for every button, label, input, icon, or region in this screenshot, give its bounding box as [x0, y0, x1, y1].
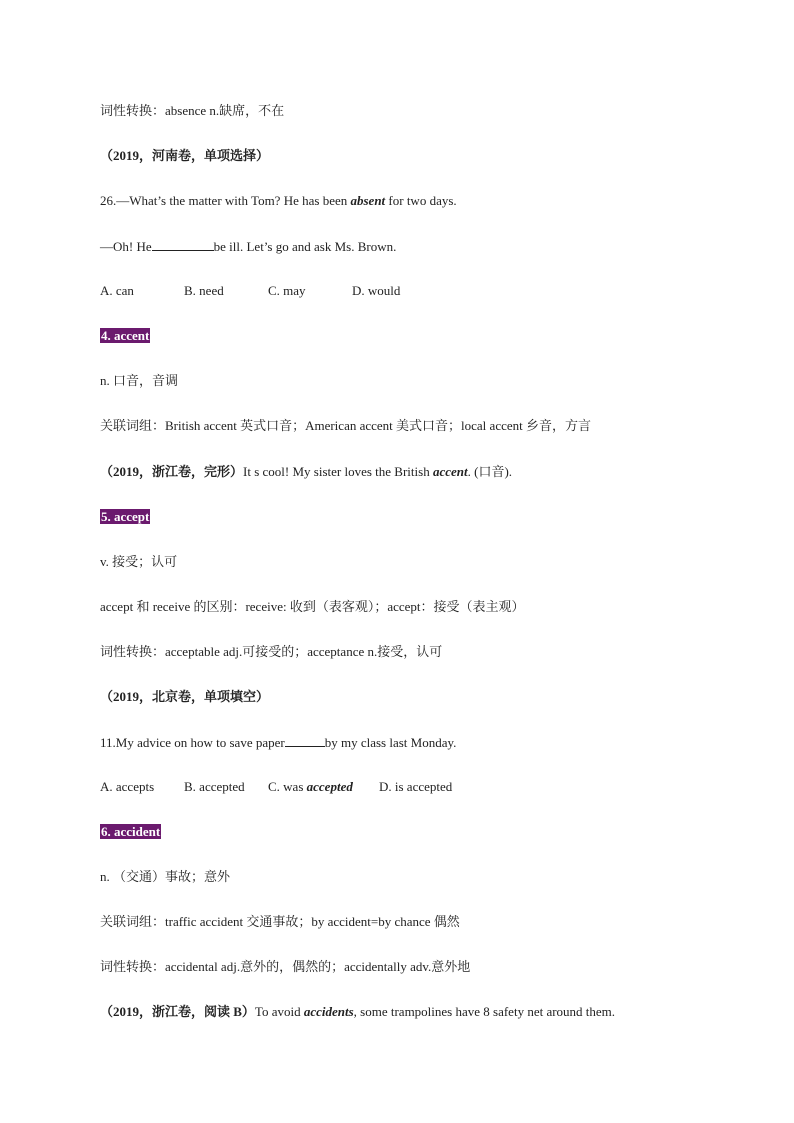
option-c: C. may: [268, 283, 306, 298]
question-26-response: [100, 238, 396, 255]
source-henan: （2019，河南卷，单项选择）: [100, 148, 270, 163]
example-accent-pre: It s cool! My sister loves the British: [243, 464, 433, 479]
q26-keyword: absent: [350, 193, 386, 208]
option-d: D. is accepted: [379, 779, 453, 794]
q26-text-post: for two days.: [385, 193, 457, 208]
example-accent-post: . (口音).: [467, 464, 513, 479]
definition-accident: n. （交通）事故；意外: [100, 869, 231, 884]
conversion-accept: 词性转换：acceptable adj.可接受的；acceptance n.接受，认可: [100, 644, 443, 659]
phrases-accident: 关联词组：traffic accident 交通事故；by accident=by chance 偶然: [100, 914, 460, 929]
example-accident-keyword: accidents: [303, 1004, 354, 1019]
conversion-absence: 词性转换：absence n.缺席，不在: [100, 103, 285, 118]
source-zhejiang-cloze: （2019，浙江卷，完形）: [100, 464, 244, 479]
q26-response-post: be ill. Let’s go and ask Ms. Brown.: [213, 239, 397, 254]
source-beijing: （2019，北京卷，单项填空）: [100, 689, 270, 704]
question-11-stem: [100, 734, 456, 751]
example-accident-post: , some trampolines have 8 safety net around them.: [353, 1004, 616, 1019]
option-b: B. need: [184, 283, 224, 298]
heading-accident: [100, 824, 161, 840]
question-26-stem: [100, 193, 457, 209]
heading-accent: [100, 328, 150, 344]
option-b: B. accepted: [184, 779, 245, 794]
example-accent-keyword: accent: [432, 464, 468, 479]
option-c: [268, 779, 379, 795]
heading-accept: [100, 509, 150, 525]
q26-text-pre: 26.—What’s the matter with Tom? He has been: [100, 193, 351, 208]
example-accident: [100, 1004, 615, 1020]
difference-accept-receive: accept 和 receive 的区别：receive: 收到（表客观）；accept：接受（表主观）: [100, 599, 525, 614]
question-26-options: [100, 283, 400, 299]
phrases-accent: 关联词组：British accent 英式口音；American accent 美式口音；local accent 乡音，方言: [100, 418, 591, 433]
option-a: A. can: [100, 283, 134, 298]
example-accident-pre: To avoid: [254, 1004, 304, 1019]
definition-accent: n. 口音，音调: [100, 373, 179, 388]
source-zhejiang-reading: （2019，浙江卷，阅读 B）: [100, 1004, 255, 1019]
q11-text-post: by my class last Monday.: [324, 735, 457, 750]
heading-accent-label: 4. accent: [101, 328, 150, 343]
example-accent: [100, 464, 512, 480]
answer-blank: [285, 734, 325, 747]
heading-accept-label: 5. accept: [101, 509, 150, 524]
option-c-keyword: accepted: [306, 779, 353, 794]
answer-blank: [152, 238, 214, 251]
conversion-accident: 词性转换：accidental adj.意外的，偶然的；accidentally adv.意外地: [100, 959, 471, 974]
q11-text-pre: 11.My advice on how to save paper: [100, 735, 285, 750]
definition-accept: v. 接受；认可: [100, 554, 178, 569]
question-11-options: [100, 779, 452, 795]
option-a: A. accepts: [100, 779, 155, 794]
option-d: D. would: [352, 283, 401, 298]
option-c-pre: C. was: [268, 779, 307, 794]
heading-accident-label: 6. accident: [101, 824, 161, 839]
q26-response-pre: —Oh! He: [100, 239, 152, 254]
